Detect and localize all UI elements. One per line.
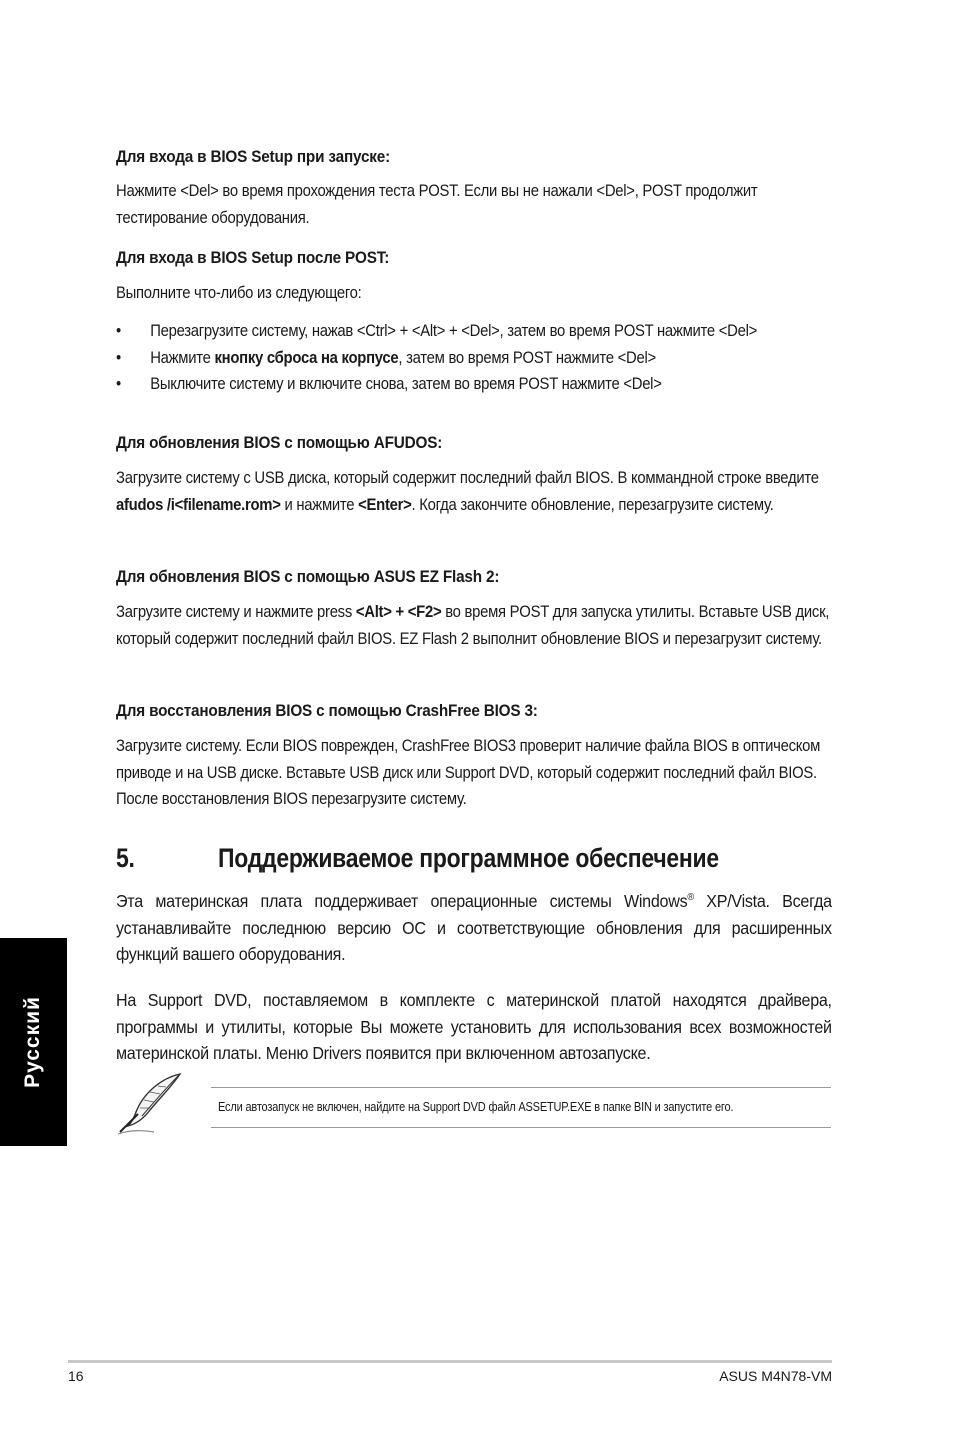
- paragraph-afudos: [116, 465, 832, 518]
- text: Загрузите систему с USB диска, который содержит последний файл BIOS. В коммандной строке введите: [116, 469, 819, 487]
- footer-divider: [68, 1360, 832, 1363]
- section-title-text: Поддерживаемое программное обеспечение: [218, 843, 719, 873]
- registered-mark: ®: [687, 892, 694, 904]
- paragraph-os-support: [116, 888, 832, 968]
- paragraph-ez-flash: [116, 599, 832, 652]
- heading-ez-flash: Для обновления BIOS с помощью ASUS EZ Flash 2:: [116, 567, 500, 586]
- list-item-text: , затем во время POST нажмите <Del>: [398, 348, 656, 367]
- list-item-text: Выключите систему и включите снова, затем во время POST нажмите <Del>: [150, 375, 662, 393]
- heading-bios-setup-startup: Для входа в BIOS Setup при запуске:: [116, 147, 391, 166]
- paragraph-crashfree: Загрузите систему. Если BIOS поврежден, CrashFree BIOS3 проверит наличие файла BIOS в оптическом приводе и на USB диске. Вставьте USB диск или Support DVD, который содержит последний файл BIOS. После восстановления BIOS перезагрузите систему.: [116, 737, 821, 808]
- key-text: <Enter>: [358, 495, 412, 514]
- text: во время POST для запуска утилиты. Вставьте USB диск, который содержит последний файл BIOS. EZ Flash 2 выполнит обновление BIOS и перезагрузит систему.: [116, 603, 830, 648]
- section-title: [116, 843, 725, 874]
- product-model: ASUS M4N78-VM: [719, 1368, 832, 1384]
- text: и нажмите: [280, 495, 359, 514]
- heading-bios-setup-after-post: Для входа в BIOS Setup после POST:: [116, 248, 390, 267]
- text: XP/Vista. Всегда устанавливайте последнюю версию ОС и соответствующие обновления для расширенных функций вашего оборудования.: [116, 891, 832, 964]
- list-item: [116, 318, 832, 345]
- note-icon: [114, 1072, 186, 1138]
- text: . Когда закончите обновление, перезагрузите систему.: [411, 495, 774, 514]
- paragraph-support-dvd: На Support DVD, поставляемом в комплекте с материнской платой находятся драйвера, программы и утилиты, которые Вы можете установить для использования всех возможностей материнской платы. Меню Drivers появится при включенном автозапуске.: [116, 990, 832, 1063]
- paragraph-do-one-of: Выполните что-либо из следующего:: [116, 284, 362, 302]
- text: Загрузите систему и нажмите press: [116, 603, 356, 621]
- list-item-text: Нажмите: [150, 348, 215, 367]
- paragraph-bios-setup-startup: Нажмите <Del> во время прохождения теста POST. Если вы не нажали <Del>, POST продолжит тестирование оборудования.: [116, 182, 758, 227]
- list-item-bold-text: кнопку сброса на корпусе: [214, 348, 399, 367]
- section-number: 5.: [116, 843, 135, 873]
- page-number: 16: [68, 1368, 84, 1384]
- note-text: Если автозапуск не включен, найдите на Support DVD файл ASSETUP.EXE в папке BIN и запустите его.: [218, 1100, 734, 1114]
- note-top-divider: [211, 1087, 831, 1088]
- language-side-tab-label: Русский: [21, 996, 44, 1088]
- list-item: [116, 371, 832, 398]
- text: Эта материнская плата поддерживает операционные системы Windows: [116, 891, 688, 911]
- heading-crashfree: Для восстановления BIOS с помощью CrashFree BIOS 3:: [116, 701, 538, 720]
- quill-pen-icon: [114, 1072, 186, 1138]
- note-bottom-divider: [211, 1127, 831, 1128]
- list-item-text: Перезагрузите систему, нажав <Ctrl> + <Alt> + <Del>, затем во время POST нажмите <Del>: [150, 322, 758, 340]
- bullet-list: [116, 318, 832, 398]
- command-text: afudos /i<filename.rom>: [116, 495, 281, 514]
- heading-afudos: Для обновления BIOS с помощью AFUDOS:: [116, 433, 443, 452]
- key-text: <Alt> + <F2>: [355, 603, 442, 621]
- list-item: [116, 345, 832, 372]
